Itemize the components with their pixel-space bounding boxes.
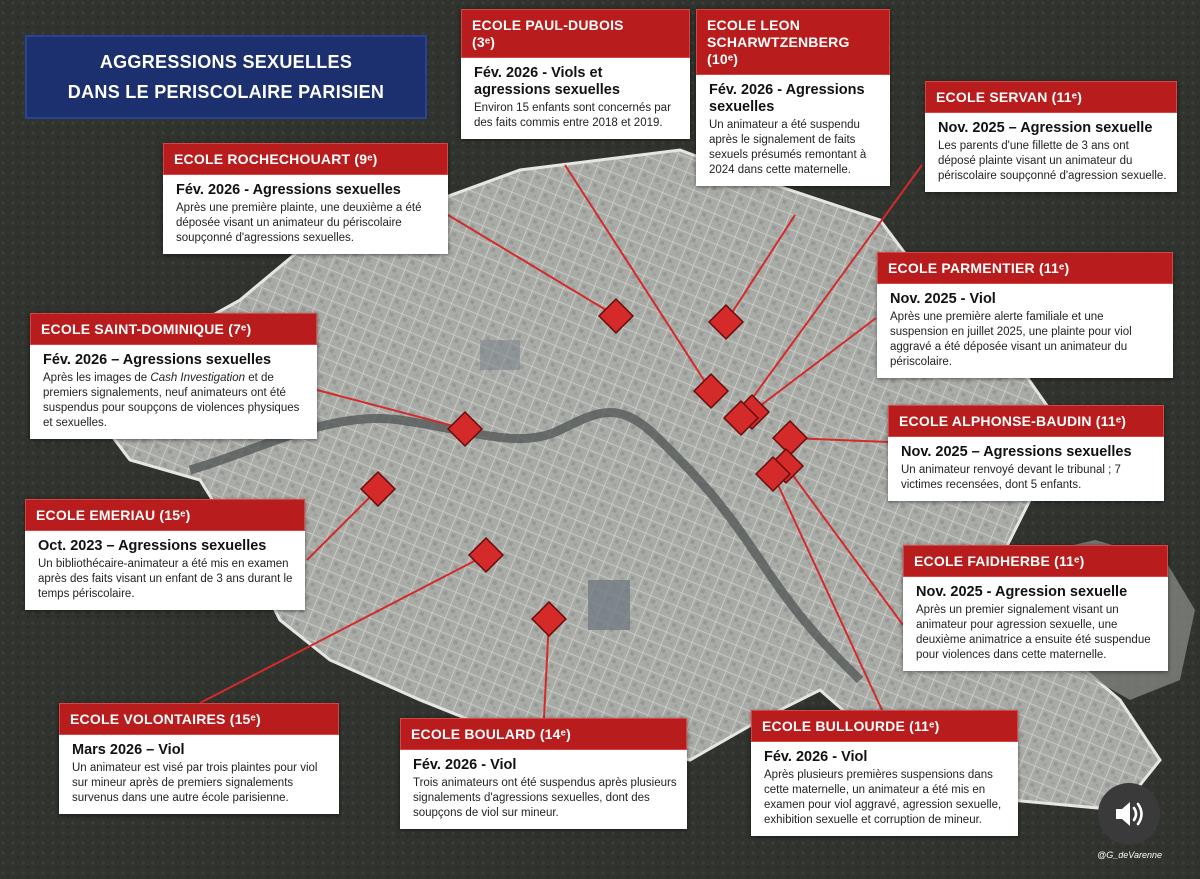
- card-paul-dubois: [461, 9, 690, 139]
- incident-date: Nov. 2025 – Agression sexuelle: [938, 120, 1153, 136]
- card-header: [903, 545, 1168, 577]
- card-body: [751, 742, 1018, 836]
- card-body: [903, 577, 1168, 671]
- school-name: ECOLE SERVAN: [936, 89, 1048, 105]
- card-header: [59, 703, 339, 735]
- card-boulard: [400, 718, 687, 829]
- program-name: Cash Investigation: [150, 372, 246, 384]
- incident-description: Un animateur a été suspendu après le signalement de faits sexuels présumés remontant à 2024 dans cette maternelle.: [709, 119, 867, 176]
- incident-description: Les parents d'une fillette de 3 ans ont déposé plainte visant un animateur du périscolaire soupçonné d'agression sexuelle.: [938, 140, 1167, 182]
- arrondissement: (11ᵉ): [1095, 413, 1127, 429]
- school-name: ECOLE BOULARD: [411, 726, 536, 742]
- card-body: [59, 735, 339, 814]
- park-area: [588, 580, 630, 630]
- arrondissement: (11ᵉ): [1054, 553, 1085, 569]
- school-name: ECOLE ROCHECHOUART: [174, 151, 351, 167]
- incident-date: Fév. 2026 - Viol: [413, 757, 517, 773]
- card-header: [925, 81, 1177, 113]
- card-alphonse-baudin: [888, 405, 1164, 501]
- unmute-button[interactable]: [1098, 783, 1160, 845]
- card-rochechouart: [163, 143, 448, 254]
- card-header: [751, 710, 1018, 742]
- description-text: Après les images de: [43, 372, 151, 384]
- card-body: [696, 75, 890, 186]
- card-volontaires: [59, 703, 339, 814]
- incident-date: Fév. 2026 – Agressions sexuelles: [43, 352, 272, 368]
- card-body: [30, 345, 317, 439]
- card-header: [461, 9, 690, 58]
- arrondissement: (15ᵉ): [159, 507, 191, 523]
- incident-description: [43, 371, 307, 431]
- incident-description: Après une première plainte, une deuxième a été déposée visant un animateur du périscolaire soupçonné d'agressions sexuelles.: [176, 202, 422, 244]
- card-header: [163, 143, 448, 175]
- incident-date: Fév. 2026 - Agressions sexuelles: [176, 182, 401, 198]
- incident-date: Fév. 2026 - Viols et agressions sexuelles: [474, 65, 620, 98]
- arrondissement: (15ᵉ): [229, 711, 261, 727]
- card-saint-dominique: [30, 313, 317, 439]
- school-name: ECOLE LEON SCHARWTZENBERG: [707, 17, 850, 50]
- card-header: [888, 405, 1164, 437]
- incident-description: Trois animateurs ont été suspendus après plusieurs signalements d'agressions sexuelles, dont des soupçons de viol sur mineur.: [413, 777, 677, 819]
- incident-description: Un animateur renvoyé devant le tribunal ; 7 victimes recensées, dont 5 enfants.: [901, 464, 1121, 491]
- incident-description: Après un premier signalement visant un animateur pour agression sexuelle, une deuxième animatrice a ensuite été suspendue pour violences dans cette maternelle.: [916, 604, 1151, 661]
- school-name: ECOLE EMERIAU: [36, 507, 156, 523]
- title-line-1: AGGRESSIONS SEXUELLES: [99, 52, 353, 72]
- infographic-title: [25, 35, 427, 119]
- card-body: [163, 175, 448, 254]
- description-text: et de premiers signalements, neuf animateurs ont été suspendus pour soupçons de violences physiques et sexuelles.: [43, 372, 300, 429]
- incident-date: Fév. 2026 - Viol: [764, 749, 868, 765]
- arrondissement: (3ᵉ): [472, 34, 496, 50]
- card-body: [400, 750, 687, 829]
- card-faidherbe: [903, 545, 1168, 671]
- arrondissement: (9ᵉ): [354, 151, 378, 167]
- card-body: [877, 284, 1173, 378]
- school-name: ECOLE ALPHONSE-BAUDIN: [899, 413, 1092, 429]
- card-body: [925, 113, 1177, 192]
- incident-date: Nov. 2025 - Agression sexuelle: [916, 584, 1128, 600]
- arrondissement: (7ᵉ): [228, 321, 252, 337]
- school-name: ECOLE BULLOURDE: [762, 718, 905, 734]
- card-bullourde: [751, 710, 1018, 836]
- school-name: ECOLE PAUL-DUBOIS: [472, 17, 624, 33]
- school-name: ECOLE SAINT-DOMINIQUE: [41, 321, 225, 337]
- card-header: [25, 499, 305, 531]
- park-area: [480, 340, 520, 370]
- incident-description: Environ 15 enfants sont concernés par des faits commis entre 2018 et 2019.: [474, 102, 671, 129]
- incident-date: Oct. 2023 – Agressions sexuelles: [38, 538, 267, 554]
- incident-description: Après plusieurs premières suspensions dans cette maternelle, un animateur a été mis en examen pour viol aggravé, agression sexuelle, exhibition sexuelle et corruption de mineur.: [764, 769, 1002, 826]
- arrondissement: (10ᵉ): [707, 51, 739, 67]
- card-header: [400, 718, 687, 750]
- incident-date: Nov. 2025 - Viol: [890, 291, 996, 307]
- incident-date: Mars 2026 – Viol: [72, 742, 185, 758]
- incident-description: Après une première alerte familiale et une suspension en juillet 2025, une plainte pour viol aggravé a été déposée visant un animateur du périscolaire.: [890, 311, 1132, 368]
- incident-description: Un animateur est visé par trois plaintes pour viol sur mineur après de premiers signalements survenus dans une autre école parisienne.: [72, 762, 318, 804]
- card-body: [461, 58, 690, 139]
- card-servan: [925, 81, 1177, 192]
- incident-date: Fév. 2026 - Agressions sexuelles: [709, 82, 865, 115]
- school-name: ECOLE VOLONTAIRES: [70, 711, 226, 727]
- incident-description: Un bibliothécaire-animateur a été mis en examen après des faits visant un enfant de 3 ans durant le temps périscolaire.: [38, 558, 293, 600]
- school-name: ECOLE PARMENTIER: [888, 260, 1035, 276]
- title-line-2: DANS LE PERISCOLAIRE PARISIEN: [67, 82, 385, 102]
- card-emeriau: [25, 499, 305, 610]
- arrondissement: (11ᵉ): [1038, 260, 1070, 276]
- arrondissement: (11ᵉ): [909, 718, 940, 734]
- card-body: [25, 531, 305, 610]
- card-header: [877, 252, 1173, 284]
- arrondissement: (11ᵉ): [1051, 89, 1083, 105]
- card-header: [30, 313, 317, 345]
- incident-date: Nov. 2025 – Agressions sexuelles: [901, 444, 1132, 460]
- school-name: ECOLE FAIDHERBE: [914, 553, 1051, 569]
- card-body: [888, 437, 1164, 501]
- arrondissement: (14ᵉ): [539, 726, 571, 742]
- card-parmentier: [877, 252, 1173, 378]
- card-header: [696, 9, 890, 75]
- speaker-volume-icon: [1098, 783, 1160, 845]
- card-leon-scharwtzenberg: [696, 9, 890, 186]
- author-credit: @G_deVarenne: [1097, 850, 1162, 860]
